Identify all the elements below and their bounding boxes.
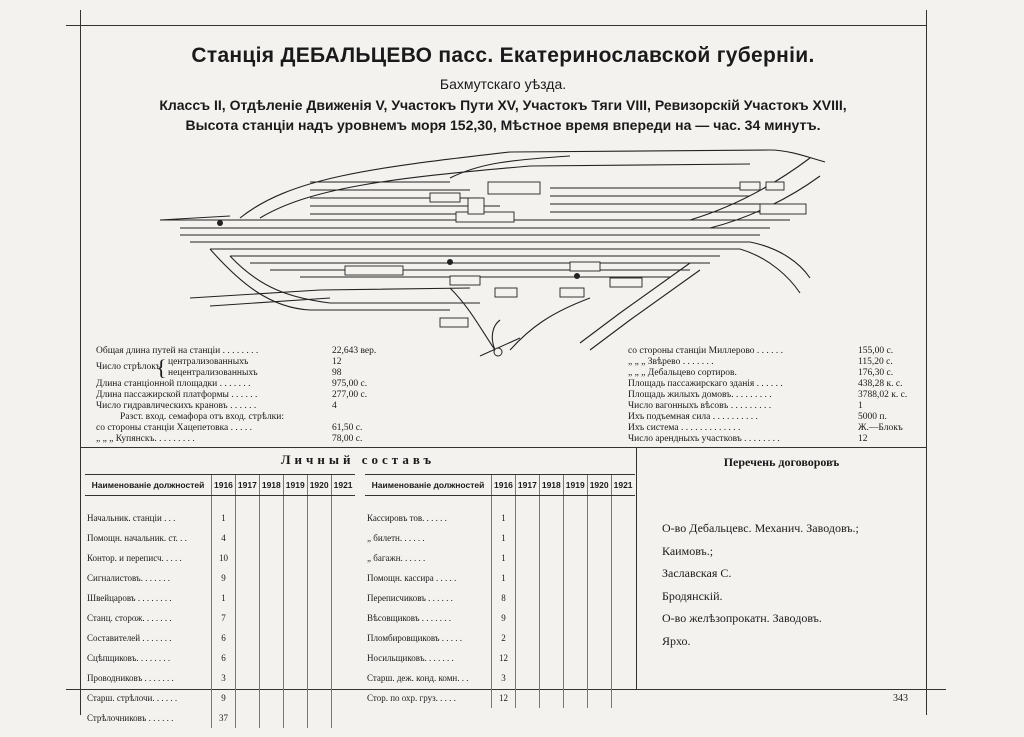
- count-cell: [515, 628, 539, 648]
- count-cell: 9: [212, 568, 236, 588]
- contract-item: Каимовъ.;: [662, 543, 714, 558]
- table-row: [365, 588, 635, 608]
- frame-right-line: [926, 25, 927, 715]
- contract-item: О-во Дебальцевс. Механич. Заводовъ.;: [662, 521, 859, 535]
- count-cell: [331, 508, 354, 528]
- count-cell: [235, 608, 259, 628]
- count-cell: [539, 608, 563, 628]
- count-cell: [307, 508, 331, 528]
- count-cell: [331, 568, 354, 588]
- count-cell: [283, 588, 307, 608]
- position-name: Старш. деж. конд. комн. . .: [367, 673, 469, 683]
- count-cell: [259, 608, 283, 628]
- count-cell: [515, 548, 539, 568]
- count-cell: [331, 588, 354, 608]
- count-cell: [587, 508, 611, 528]
- contract-item: Ярхо.: [662, 633, 691, 648]
- count-cell: [563, 648, 587, 668]
- page-title: Станція ДЕБАЛЬЦЕВО пасс. Екатеринославской губерніи.: [191, 44, 815, 67]
- count-cell: [259, 528, 283, 548]
- count-cell: 12: [492, 648, 516, 668]
- count-cell: 7: [212, 608, 236, 628]
- count-cell: [515, 648, 539, 668]
- stat-cranes: Число гидравлическихъ крановъ . . . . . . 4: [96, 401, 337, 411]
- stat-rent-plots: Число арендныхъ участковъ . . . . . . . . 12: [628, 434, 868, 444]
- position-name: Сцѣпщиковъ. . . . . . . .: [87, 653, 171, 663]
- count-cell: [259, 648, 283, 668]
- count-cell: [611, 688, 634, 708]
- count-cell: [539, 668, 563, 688]
- position-name: Пломбировщиковъ . . . . .: [367, 633, 463, 643]
- position-name: Составителей . . . . . . .: [87, 633, 172, 643]
- count-cell: 3: [492, 668, 516, 688]
- count-cell: 9: [492, 608, 516, 628]
- count-cell: [611, 548, 634, 568]
- count-cell: [235, 528, 259, 548]
- count-cell: [587, 608, 611, 628]
- count-cell: [563, 608, 587, 628]
- position-name: Стор. по охр. груз. . . . .: [367, 693, 456, 703]
- count-cell: 6: [212, 628, 236, 648]
- count-cell: 37: [212, 708, 236, 728]
- count-cell: [563, 548, 587, 568]
- count-cell: [283, 708, 307, 728]
- col-header-name: Наименованіе должностей: [85, 475, 212, 496]
- count-cell: [515, 508, 539, 528]
- count-cell: [331, 528, 354, 548]
- count-cell: [307, 608, 331, 628]
- table-row: [365, 548, 635, 568]
- position-name: „ билетн. . . . . .: [367, 533, 425, 543]
- table-row: [365, 628, 635, 648]
- section-divider: [80, 447, 926, 448]
- count-cell: [539, 528, 563, 548]
- contract-item: Бродянскій.: [662, 588, 723, 603]
- col-header-year: 1916: [492, 475, 516, 496]
- count-cell: [563, 528, 587, 548]
- count-cell: [587, 528, 611, 548]
- contracts-list: [662, 517, 859, 652]
- count-cell: [331, 548, 354, 568]
- count-cell: [235, 588, 259, 608]
- count-cell: [307, 628, 331, 648]
- table-row: [365, 528, 635, 548]
- count-cell: [515, 688, 539, 708]
- count-cell: [307, 648, 331, 668]
- count-cell: [587, 648, 611, 668]
- contracts-title: Перечень договоровъ: [723, 455, 840, 469]
- count-cell: [515, 608, 539, 628]
- col-header-year: 1920: [307, 475, 331, 496]
- count-cell: [235, 628, 259, 648]
- table-row: [85, 688, 355, 708]
- count-cell: [611, 648, 634, 668]
- table-row: [365, 568, 635, 588]
- count-cell: [587, 568, 611, 588]
- count-cell: [283, 568, 307, 588]
- count-cell: 10: [212, 548, 236, 568]
- count-cell: [259, 668, 283, 688]
- stat-pass-building: Площадь пассажирскаго зданія . . . . . . 438,28 к. с.: [628, 379, 903, 389]
- table-row: [85, 668, 355, 688]
- stat-side-debaltsevo-sort: „ „ „ Дебальцево сортиров. 176,30 с.: [628, 368, 894, 378]
- table-row: [85, 528, 355, 548]
- personnel-table-right: [365, 474, 635, 708]
- count-cell: 1: [492, 508, 516, 528]
- table-row: [85, 628, 355, 648]
- personnel-table-left: [85, 474, 355, 728]
- stat-side-kupyansk: „ „ „ Купянскъ. . . . . . . . . 78,00 с.: [96, 434, 363, 444]
- stat-side-khatsepetovka: со стороны станціи Хацепетовка . . . . . 61,50 с.: [96, 423, 363, 433]
- table-row: [85, 568, 355, 588]
- count-cell: [587, 628, 611, 648]
- personnel-title: Личный составъ: [280, 452, 436, 467]
- count-cell: [307, 688, 331, 708]
- col-header-year: 1920: [587, 475, 611, 496]
- position-name: Старш. стрѣлочи. . . . . .: [87, 693, 178, 703]
- count-cell: [307, 588, 331, 608]
- count-cell: [611, 568, 634, 588]
- table-row: [85, 608, 355, 628]
- count-cell: [563, 628, 587, 648]
- position-name: Контор. и переписч. . . . .: [87, 553, 182, 563]
- count-cell: [587, 668, 611, 688]
- table-row: [365, 668, 635, 688]
- count-cell: [331, 708, 354, 728]
- stat-lift-force: Ихъ подъемная сила . . . . . . . . . . 5000 п.: [628, 412, 887, 422]
- count-cell: [283, 628, 307, 648]
- page-subtitle: Бахмутскаго уѣзда.: [439, 76, 567, 92]
- count-cell: [515, 588, 539, 608]
- count-cell: [563, 588, 587, 608]
- frame-top-line: [66, 25, 926, 26]
- count-cell: [259, 548, 283, 568]
- count-cell: 1: [492, 528, 516, 548]
- col-header-name: Наименованіе должностей: [365, 475, 492, 496]
- count-cell: [539, 568, 563, 588]
- position-name: Проводниковъ . . . . . . .: [87, 673, 174, 683]
- count-cell: [283, 688, 307, 708]
- table-row: [85, 708, 355, 728]
- table-row: [365, 508, 635, 528]
- stat-system: Ихъ система . . . . . . . . . . . . . Ж.—Блокъ: [628, 423, 903, 433]
- count-cell: [259, 568, 283, 588]
- count-cell: [235, 568, 259, 588]
- count-cell: [235, 688, 259, 708]
- page-number: 343: [893, 693, 908, 704]
- count-cell: [515, 568, 539, 588]
- count-cell: 12: [492, 688, 516, 708]
- count-cell: [307, 528, 331, 548]
- count-cell: 6: [212, 648, 236, 668]
- col-header-year: 1918: [259, 475, 283, 496]
- count-cell: [307, 548, 331, 568]
- position-name: Помощн. кассира . . . . .: [367, 573, 457, 583]
- col-header-year: 1921: [611, 475, 634, 496]
- count-cell: 3: [212, 668, 236, 688]
- station-class-line: Классъ II, Отдѣленіе Движенія V, Участокъ Пути XV, Участокъ Тяги VIII, Ревизорскій Участокъ XVIII,: [159, 97, 847, 113]
- count-cell: [235, 648, 259, 668]
- col-header-year: 1917: [235, 475, 259, 496]
- col-header-year: 1918: [539, 475, 563, 496]
- stat-scales: Число вагонныхъ вѣсовъ . . . . . . . . . 1: [628, 401, 863, 411]
- position-name: Станц. сторож. . . . . . .: [87, 613, 172, 623]
- position-name: Вѣсовщиковъ . . . . . . .: [367, 613, 451, 623]
- count-cell: [587, 588, 611, 608]
- count-cell: [515, 668, 539, 688]
- stat-living-houses: Площадь жилыхъ домовъ. . . . . . . . . 3788,02 к. с.: [628, 390, 908, 400]
- col-header-year: 1919: [563, 475, 587, 496]
- count-cell: [539, 548, 563, 568]
- count-cell: 1: [492, 568, 516, 588]
- count-cell: [515, 528, 539, 548]
- stat-platform-station: Длина станціонной площадки . . . . . . . 975,00 с.: [96, 379, 368, 389]
- count-cell: 1: [212, 508, 236, 528]
- count-cell: [235, 668, 259, 688]
- count-cell: [331, 648, 354, 668]
- position-name: Кассировъ тов. . . . . .: [367, 513, 447, 523]
- count-cell: [283, 528, 307, 548]
- col-header-year: 1921: [331, 475, 354, 496]
- station-stats-right: [628, 346, 918, 445]
- position-name: Стрѣлочниковъ . . . . . .: [87, 713, 174, 723]
- position-name: Сигналистовъ. . . . . . .: [87, 573, 170, 583]
- stat-semaphore-heading: Разст. вход. семафора отъ вход. стрѣлки:: [120, 412, 285, 422]
- count-cell: [539, 628, 563, 648]
- stat-switches: Число стрѣлокъ { централизованныхъ 12 нецентрализованныхъ 98: [96, 355, 342, 380]
- count-cell: [331, 668, 354, 688]
- count-cell: [611, 608, 634, 628]
- count-cell: [587, 548, 611, 568]
- count-cell: [611, 628, 634, 648]
- table-row: [85, 588, 355, 608]
- position-name: „ багажн. . . . . .: [367, 553, 426, 563]
- contract-item: Заславская С.: [662, 566, 732, 580]
- stat-side-millerovo: со стороны станціи Миллерово . . . . . . 155,00 с.: [628, 346, 894, 356]
- position-name: Помощн. начальник. ст. . .: [87, 533, 187, 543]
- count-cell: [539, 508, 563, 528]
- count-cell: [539, 588, 563, 608]
- col-header-year: 1919: [283, 475, 307, 496]
- contract-item: О-во желѣзопрокатн. Заводовъ.: [662, 611, 822, 625]
- count-cell: [331, 628, 354, 648]
- table-row: [85, 508, 355, 528]
- count-cell: [259, 588, 283, 608]
- table-row: [85, 548, 355, 568]
- count-cell: [235, 708, 259, 728]
- count-cell: [611, 508, 634, 528]
- position-name: Переписчиковъ . . . . . .: [367, 593, 453, 603]
- count-cell: [611, 668, 634, 688]
- count-cell: [611, 588, 634, 608]
- count-cell: [611, 528, 634, 548]
- count-cell: [331, 688, 354, 708]
- count-cell: [539, 688, 563, 708]
- count-cell: 1: [212, 588, 236, 608]
- stat-side-zverevo: „ „ „ Звѣрево . . . . . . . 115,20 с.: [628, 357, 893, 367]
- count-cell: [283, 668, 307, 688]
- count-cell: [235, 508, 259, 528]
- count-cell: [283, 648, 307, 668]
- count-cell: [259, 508, 283, 528]
- count-cell: [259, 628, 283, 648]
- table-row: [85, 648, 355, 668]
- count-cell: 9: [212, 688, 236, 708]
- station-stats-left: [96, 346, 396, 445]
- col-header-year: 1916: [212, 475, 236, 496]
- stat-platform-pass: Длина пассажирской платформы . . . . . . 277,00 с.: [96, 390, 368, 400]
- brace-glyph: {: [156, 355, 167, 380]
- table-row: [365, 648, 635, 668]
- track-layout-diagram: [150, 138, 830, 360]
- count-cell: [539, 648, 563, 668]
- count-cell: [235, 548, 259, 568]
- position-name: Швейцаровъ . . . . . . . .: [87, 593, 172, 603]
- count-cell: [563, 668, 587, 688]
- count-cell: [331, 608, 354, 628]
- position-name: Начальник. станціи . . .: [87, 513, 176, 523]
- count-cell: [259, 708, 283, 728]
- count-cell: [563, 508, 587, 528]
- col-header-year: 1917: [515, 475, 539, 496]
- count-cell: [283, 548, 307, 568]
- count-cell: [563, 568, 587, 588]
- position-name: Носильщиковъ. . . . . . .: [367, 653, 454, 663]
- count-cell: [307, 668, 331, 688]
- count-cell: [563, 688, 587, 708]
- count-cell: [283, 508, 307, 528]
- count-cell: [587, 688, 611, 708]
- count-cell: 4: [212, 528, 236, 548]
- table-row: [365, 688, 635, 708]
- station-height-line: Высота станціи надъ уровнемъ моря 152,30, Мѣстное время впереди на — час. 34 минутъ.: [185, 117, 821, 133]
- count-cell: [307, 568, 331, 588]
- count-cell: [307, 708, 331, 728]
- count-cell: 8: [492, 588, 516, 608]
- table-row: [365, 608, 635, 628]
- count-cell: 1: [492, 548, 516, 568]
- count-cell: [259, 688, 283, 708]
- column-divider: [636, 447, 637, 689]
- count-cell: [283, 608, 307, 628]
- stat-total-length: Общая длина путей на станціи . . . . . . . . 22,643 вер.: [96, 346, 377, 356]
- count-cell: 2: [492, 628, 516, 648]
